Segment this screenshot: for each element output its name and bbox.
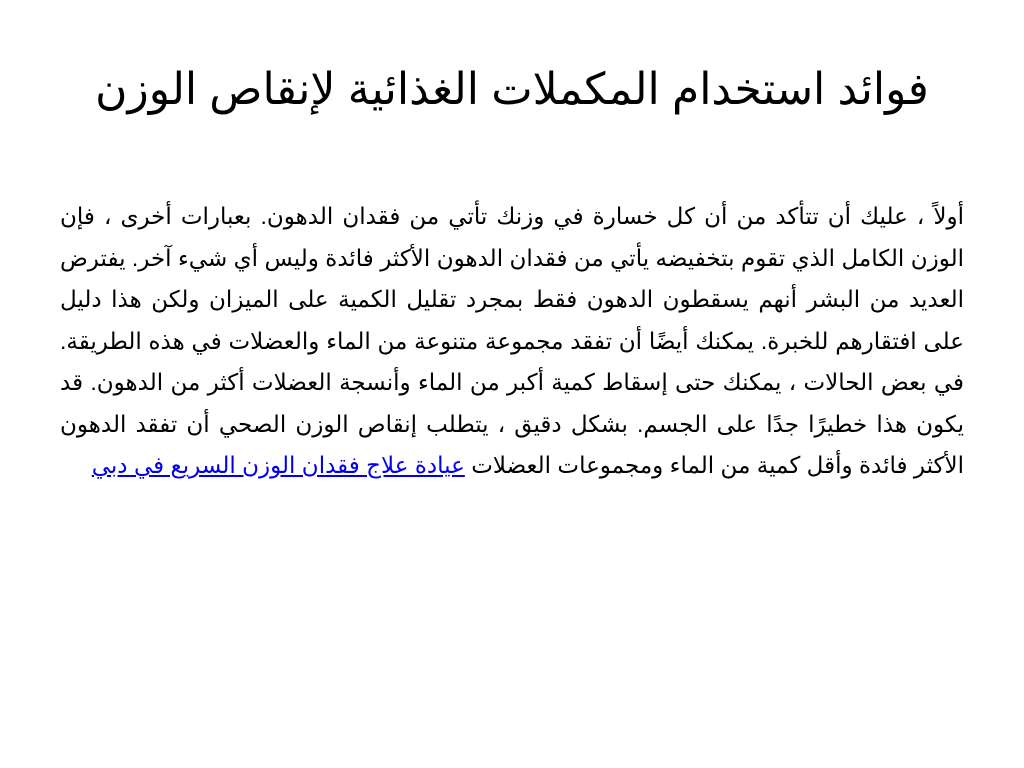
clinic-link[interactable]: عيادة علاج فقدان الوزن السريع في دبي (91, 452, 465, 478)
body-text: أولاً ، عليك أن تتأكد من أن كل خسارة في وزنك تأتي من فقدان الدهون. بعبارات أخرى ، فإن الوزن الكامل الذي تقوم بتخفيضه يأتي من فقدان الدهون الأكثر فائدة وليس أي شيء آخر. يفترض العديد من البشر أنهم يسقطون الدهون فقط بمجرد تقليل الكمية على الميزان ولكن هذا دليل على افتقارهم للخبرة. يمكنك أيضًا أن تفقد مجموعة متنوعة من الماء والعضلات في هذه الطريقة. في بعض الحالات ، يمكنك حتى إسقاط كمية أكبر من الماء وأنسجة العضلات أكثر من الدهون. قد يكون هذا خطيرًا جدًا على الجسم. بشكل دقيق ، يتطلب إنقاص الوزن الصحي أن تفقد الدهون الأكثر فائدة وأقل كمية من الماء ومجموعات العضلات (60, 203, 964, 478)
slide-title: فوائد استخدام المكملات الغذائية لإنقاص الوزن (95, 65, 929, 114)
body-paragraph (60, 196, 964, 487)
